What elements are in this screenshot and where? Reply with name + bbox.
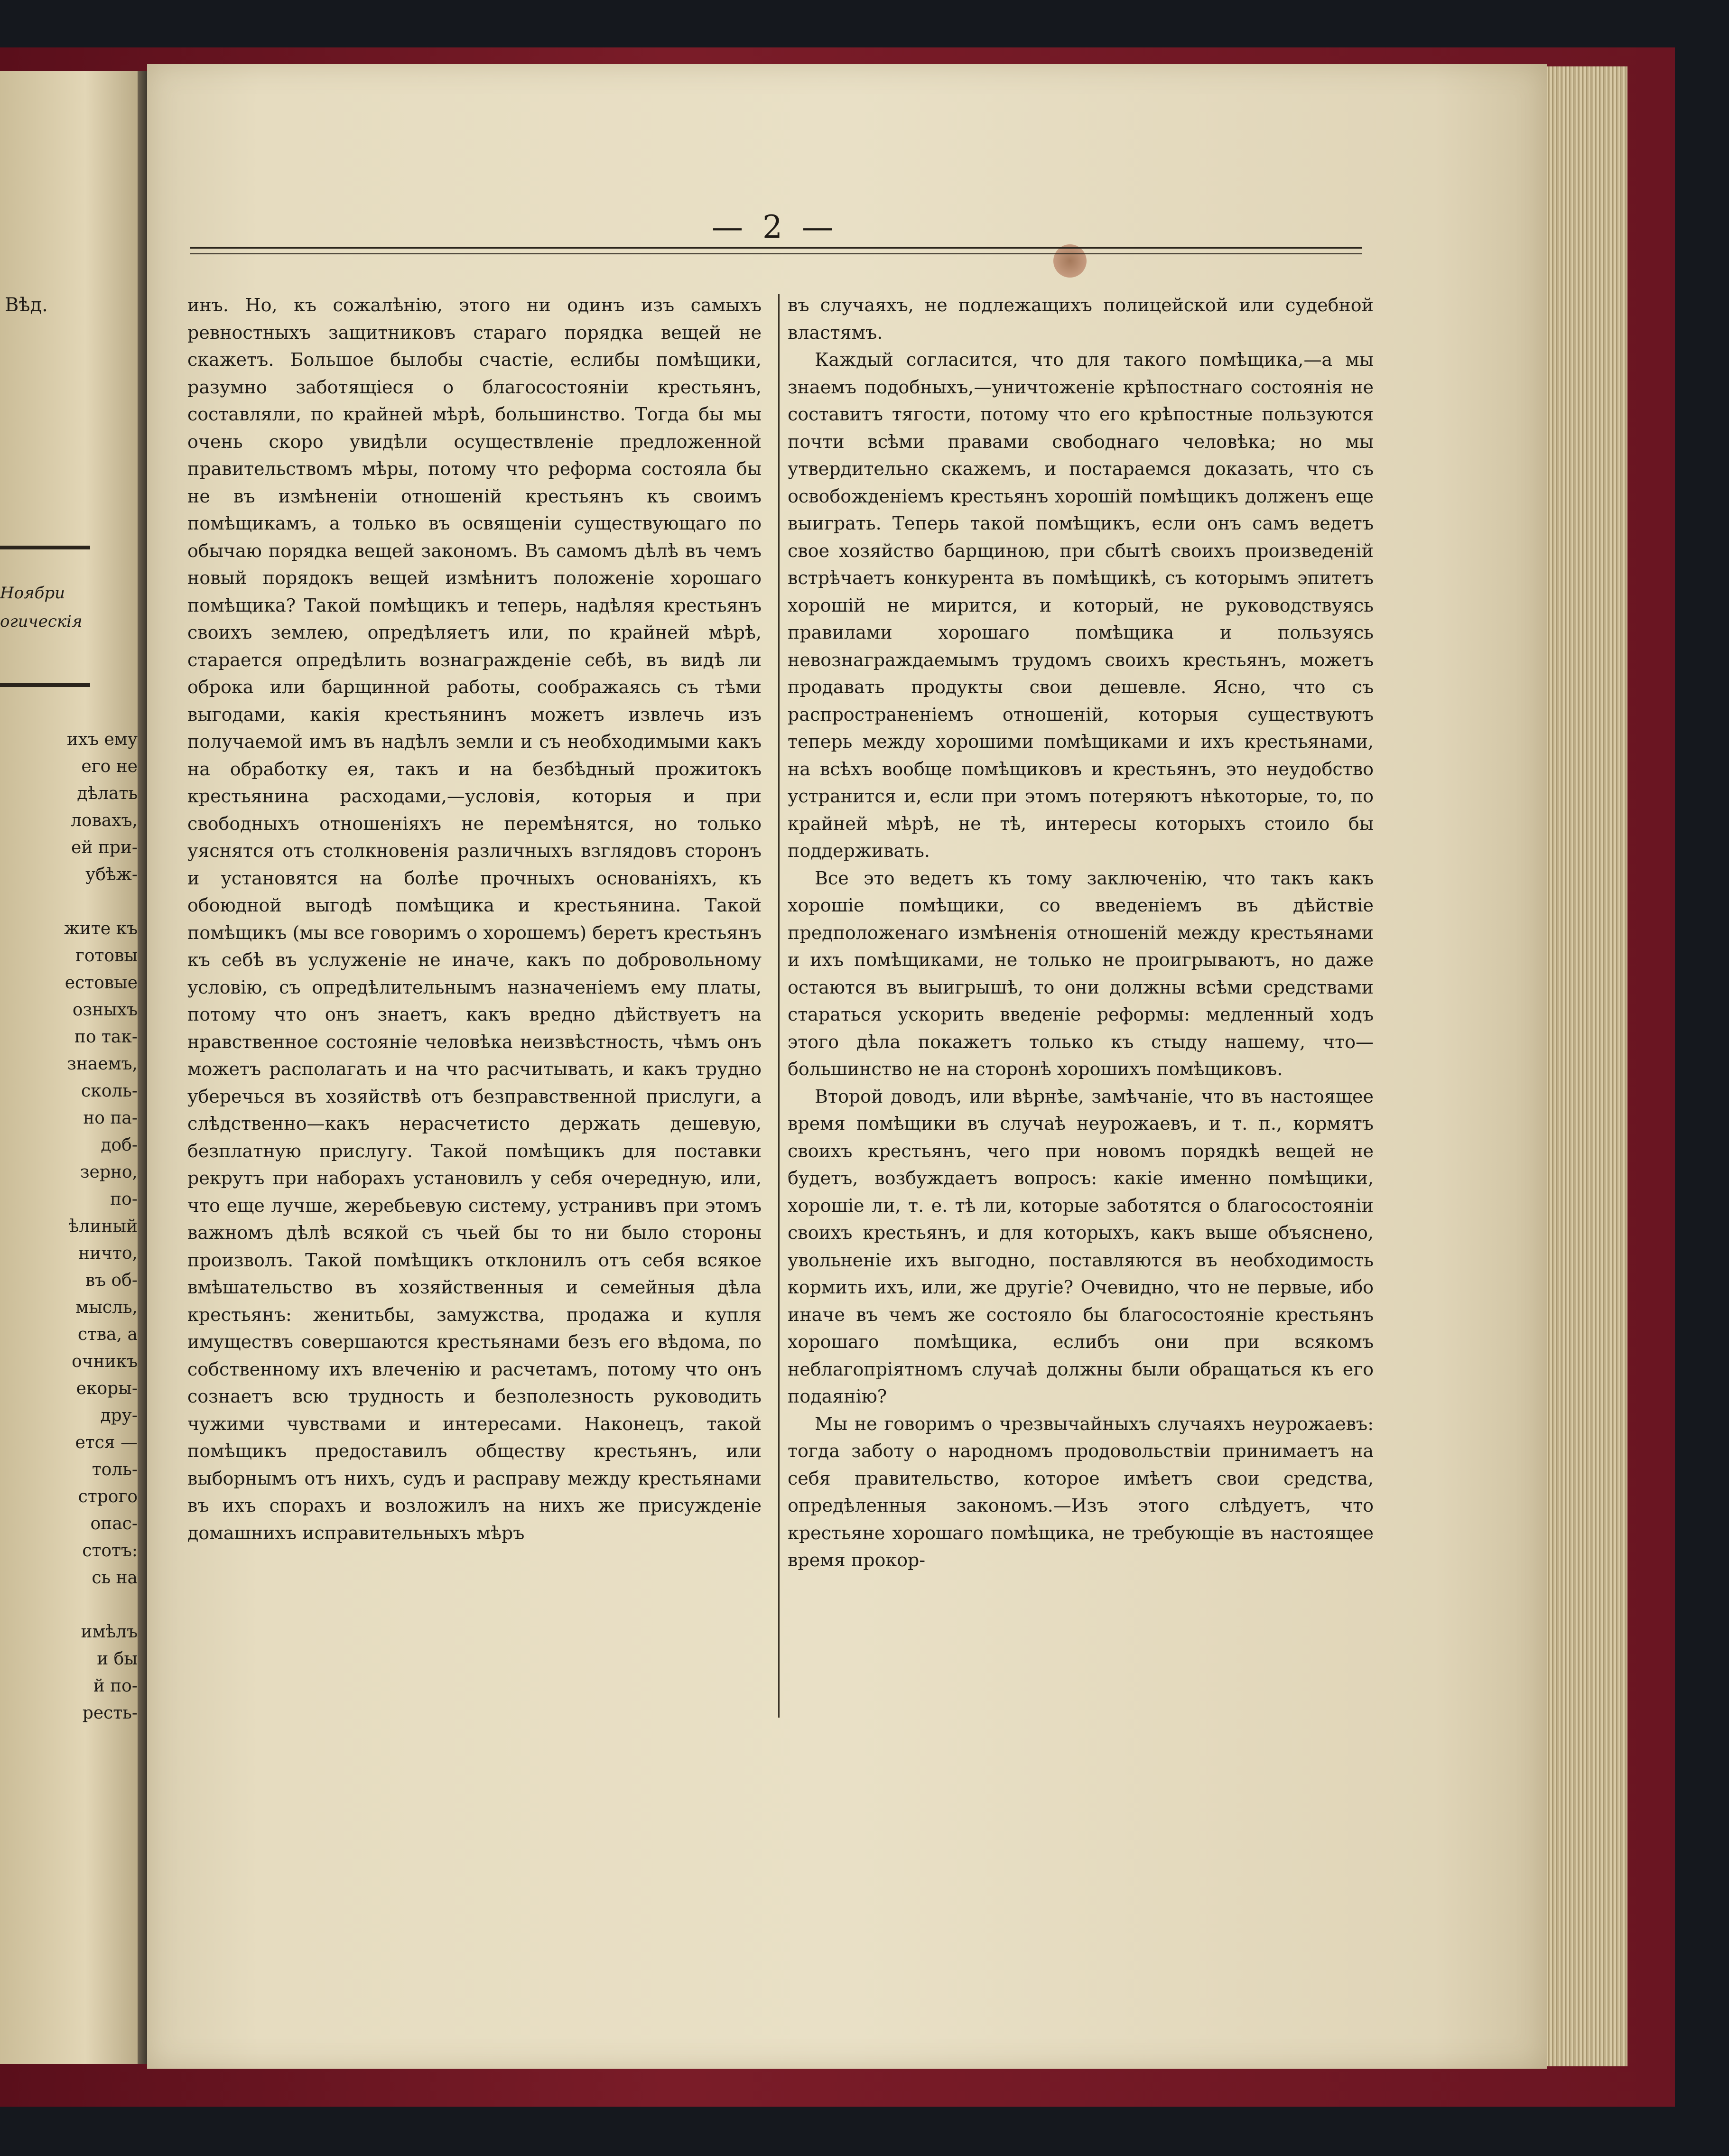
left-page-fragment: сь на: [92, 1568, 138, 1588]
left-page-fragment: ѣлиный: [68, 1217, 138, 1236]
left-page-fragment: очникъ: [72, 1352, 138, 1371]
left-page-fragment: дру-: [100, 1406, 138, 1425]
left-page-fragment: строго: [78, 1487, 138, 1506]
left-page-fragment: зерно,: [80, 1162, 138, 1182]
left-page-fragment: но па-: [83, 1108, 138, 1128]
left-page-fragment: й по-: [93, 1676, 138, 1696]
left-page-fragment: знаемъ,: [67, 1054, 138, 1074]
left-page-fragment: [0, 888, 138, 915]
left-page-fragments: [0, 726, 138, 1727]
left-page-fragment: имѣлъ: [81, 1622, 138, 1642]
left-page-fragment: ресть-: [82, 1703, 138, 1723]
page-number: — 2 —: [712, 209, 838, 245]
left-page-fragment: ется —: [75, 1433, 138, 1452]
left-page-fragment: по так-: [74, 1027, 138, 1047]
left-italic-line-2: огическія: [0, 612, 83, 631]
left-page-fragment: дѣлать: [77, 784, 138, 803]
left-page-fragment: ей при-: [71, 838, 138, 857]
paragraph: Каждый согласится, что для такого помѣщика,—а мы знаемъ подобныхъ,—уничтоженіе крѣпостнаго состоянія не составитъ тягости, потому что его крѣпостные пользуются почти всѣми правами свободнаго человѣка; но мы утвердительно скажемъ, и постараемся доказать, что съ освобожденіемъ крестьянъ хорошій помѣщикъ долженъ еще выиграть. Теперь такой помѣщикъ, если онъ самъ ведетъ свое хозяйство барщиною, при сбытѣ своихъ произведеній встрѣчаетъ конкурента въ помѣщикѣ, съ которымъ эпитетъ хорошій не мирится, и который, не руководствуясь правилами хорошаго помѣщика и пользуясь невознаграждаемымъ трудомъ своихъ крестьянъ, можетъ продавать продукты свои дешевле. Ясно, что съ распространеніемъ отношеній, которыя существуютъ теперь между хорошими помѣщиками и ихъ крестьянами, на всѣхъ вообще помѣщиковъ и крестьянъ, это неудобство устранится и, если при этомъ потеряютъ нѣкоторые, то, по крайней мѣрѣ, не тѣ, интересы которыхъ стоило бы поддерживать.: [788, 349, 1374, 861]
column-separator: [778, 294, 780, 1718]
paragraph: инъ. Но, къ сожалѣнію, этого ни одинъ изъ самыхъ ревностныхъ защитниковъ стараго порядка вещей не скажетъ. Большое былобы счастіе, еслибы помѣщики, разумно заботящіеся о благосостояніи крестьянъ, составляли, по крайней мѣрѣ, большинство. Тогда бы мы очень скоро увидѣли осуществленіе предложенной правительствомъ мѣры, потому что реформа состояла бы не въ измѣненіи отношеній крестьянъ къ своимъ помѣщикамъ, а только въ освященіи существующаго по обычаю порядка вещей закономъ. Въ самомъ дѣлѣ въ чемъ новый порядокъ вещей измѣнитъ положеніе хорошаго помѣщика? Такой помѣщикъ и теперь, надѣляя крестьянъ своихъ землею, опредѣляетъ или, по крайней мѣрѣ, старается опредѣлить вознагражденіе себѣ, въ видѣ ли оброка или барщинной работы, соображаясь съ тѣми выгодами, какія крестьянинъ можетъ извлечь изъ получаемой имъ въ надѣлъ земли и съ необходимыми какъ на обработку ея, такъ и на безбѣдный прожитокъ крестьянина расходами,—условія, которыя и при свободныхъ отношеніяхъ не перемѣнятся, но только уяснятся отъ столкновенія различныхъ взглядовъ сторонъ и установятся на болѣе прочныхъ основаніяхъ, къ обоюдной выгодѣ помѣщика и крестьянина. Такой помѣщикъ (мы все говоримъ о хорошемъ) беретъ крестьянъ къ себѣ въ услуженіе не иначе, какъ по добровольному условію, съ опредѣлительнымъ назначеніемъ ему платы, потому что онъ знаетъ, какъ вредно дѣйствуетъ на нравственное состояніе человѣка неизвѣстность, чѣмъ онъ можетъ располагать и на что расчитывать, и какъ трудно уберечься въ хозяйствѣ отъ безправственной прислуги, а слѣдственно—какъ нерасчетисто держать дешевую, безплатную прислугу. Такой помѣщикъ для поставки рекрутъ при наборахъ установилъ у себя очередную, или, что еще лучше, жеребьевую систему, устранивъ при этомъ важномъ дѣлѣ всякой съ чьей бы то ни было стороны произволъ. Такой помѣщикъ отклонилъ отъ себя всякое вмѣшательство въ хозяйственныя и семейныя дѣла крестьянъ: женитьбы, замужства, продажа и купля имуществъ совершаются крестьянами безъ его вѣдома, по собственному ихъ влеченію и расчетамъ, потому что онъ сознаетъ всю трудность и безполезность руководить чужими чувствами и интересами. Наконецъ, такой помѣщикъ предоставилъ обществу крестьянъ, или выборнымъ отъ нихъ, судъ и расправу между крестьянами въ ихъ спорахъ и возложилъ на нихъ же присужденіе домашнихъ исправительныхъ мѣръ: [187, 295, 762, 1543]
left-page-header: Вѣд.: [5, 294, 48, 316]
text-column-left: [187, 292, 762, 1547]
left-page-fragment: жите къ: [64, 919, 138, 939]
left-italic-line-1: Ноябри: [0, 584, 65, 603]
left-page-fragment: толь-: [92, 1460, 138, 1479]
left-page-fragment: убѣж-: [85, 865, 138, 884]
left-page-fragment: и бы: [97, 1649, 138, 1669]
left-page-fragment: ства, а: [77, 1325, 138, 1344]
left-page-fragment: стотъ:: [82, 1541, 138, 1561]
left-page-fragment: [0, 1591, 138, 1618]
left-page-fragment: мысль,: [75, 1298, 138, 1317]
paragraph: Второй доводъ, или вѣрнѣе, замѣчаніе, что въ настоящее время помѣщики въ случаѣ неурожаевъ, и т. п., кормятъ своихъ крестьянъ, чего при новомъ порядкѣ вещей не будетъ, возбуждаетъ вопросъ: какіе именно помѣщики, хорошіе ли, т. е. тѣ ли, которые заботятся о благосостояніи своихъ крестьянъ, и для которыхъ, какъ выше объяснено, увольненіе ихъ выгодно, поставляются въ необходимость кормить ихъ, или, же другіе? Очевидно, что не первые, ибо иначе въ чемъ же состояло бы благосостояніе крестьянъ хорошаго помѣщика, еслибъ они при всякомъ неблагопріятномъ случаѣ должны были обращаться къ его подаянію?: [788, 1086, 1374, 1407]
left-page-fragment: озныхъ: [72, 1000, 138, 1020]
left-page: [0, 71, 142, 2064]
left-page-fragment: его не: [81, 757, 138, 776]
paragraph: въ случаяхъ, не подлежащихъ полицейской или судебной властямъ.: [788, 295, 1374, 343]
left-page-fragment: готовы: [75, 946, 138, 966]
left-page-fragment: екоры-: [76, 1379, 138, 1398]
left-page-fragment: доб-: [101, 1135, 138, 1155]
left-page-fragment: по-: [110, 1190, 138, 1209]
left-page-fragment: ловахъ,: [71, 811, 138, 830]
left-rule-top: [0, 546, 90, 549]
paragraph: Все это ведетъ къ тому заключенію, что такъ какъ хорошіе помѣщики, со введеніемъ въ дѣйствіе предположенаго измѣненія отношеній между крестьянами и ихъ помѣщиками, не только не проигрываютъ, но даже остаются въ выигрышѣ, то они должны всѣми средствами стараться ускорить введеніе реформы: медленный ходъ этого дѣла покажетъ только къ стыду нашему, что—большинство не на сторонѣ хорошихъ помѣщиковъ.: [788, 867, 1374, 1079]
left-page-fragment: въ об-: [85, 1271, 138, 1290]
header-rule: [190, 247, 1362, 254]
left-rule-bottom: [0, 683, 90, 687]
left-page-fragment: ихъ ему: [66, 730, 138, 749]
left-page-fragment: сколь-: [81, 1081, 138, 1101]
left-page-fragment: естовые: [65, 973, 138, 993]
text-column-right: [788, 292, 1374, 1574]
left-page-fragment: опас-: [90, 1514, 138, 1533]
paragraph: Мы не говоримъ о чрезвычайныхъ случаяхъ неурожаевъ: тогда заботу о народномъ продовольствіи принимаетъ на себя правительство, которое имѣетъ свои средства, опредѣленныя закономъ.—Изъ этого слѣдуетъ, что крестьяне хорошаго помѣщика, не требующіе въ настоящее время прокор-: [788, 1413, 1374, 1571]
left-page-fragment: ничто,: [78, 1244, 138, 1263]
